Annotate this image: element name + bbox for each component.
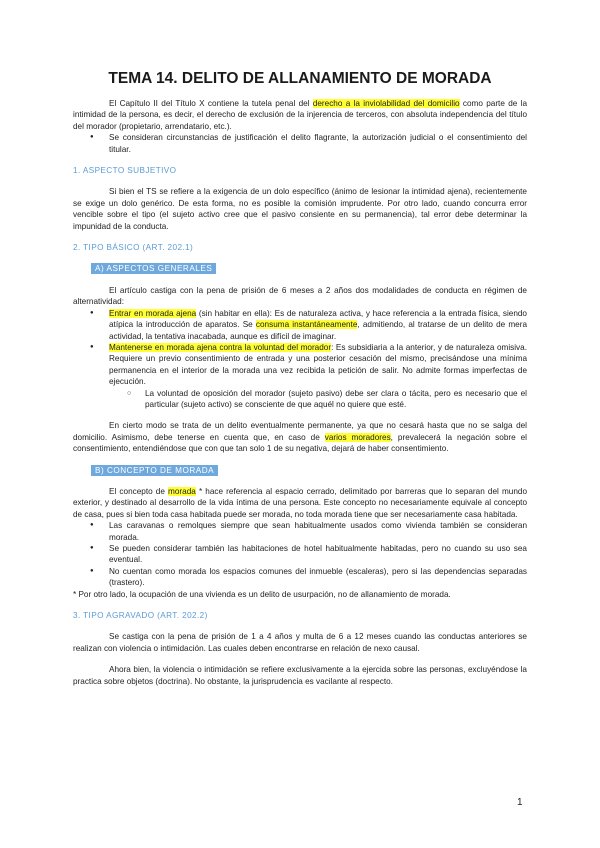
list-item: ● Se consideran circunstancias de justificación el delito flagrante, la autorización judicial o el consentimiento del titular.: [73, 132, 527, 155]
page-content: [73, 70, 527, 687]
subsection-heading-aspectos-generales: A) ASPECTOS GENERALES: [91, 263, 527, 274]
intro-text-1: El Capítulo II del Título X contiene la tutela penal del: [109, 99, 313, 108]
highlight-morada: morada: [168, 486, 196, 496]
highlight-consuma: consuma instantáneamente: [255, 320, 358, 330]
sub-bullets: [109, 388, 527, 411]
document-title: TEMA 14. DELITO DE ALLANAMIENTO DE MORADA: [108, 70, 492, 87]
page-number: 1: [517, 797, 523, 808]
tipo-agravado-paragraph-2: Ahora bien, la violencia o intimidación se refiere exclusivamente a la ejercida sobre las personas, excluyéndose la practica sobre objetos (doctrina). No obstante, la jurisprudencia es vacilante al respecto.: [73, 665, 527, 686]
concepto-morada-paragraph: El concepto de morada * hace referencia al espacio cerrado, delimitado por barreras que lo separan del mundo exterior, y destinado al desarrollo de la vida íntima de una persona. Este concepto no necesariamente equivale al concepto de casa, pues si bien toda casa habitada puede ser morada, no toda morada tiene que ser necesariamente casa habitada.: [73, 486, 527, 519]
list-item: ○ La voluntad de oposición del morador (sujeto pasivo) debe ser clara o tácita, pero es necesario que el particular (sujeto activo) se consciente de que aquél no quiere que esté.: [109, 388, 527, 411]
intro-text-2: como parte de la intimidad de la persona, es decir, el derecho de exclusión de la injerencia de terceros, con absoluta independencia del título del morador (propietario, arrendatario, etc.).: [73, 99, 527, 131]
subsection-heading-concepto-morada: B) CONCEPTO DE MORADA: [91, 465, 527, 476]
highlight-inviolabilidad: derecho a la inviolabilidad del domicilio: [312, 99, 460, 108]
highlight-mantenerse: Mantenerse en morada ajena contra la voluntad del morador: [109, 342, 332, 352]
intro-bullets: [73, 132, 527, 155]
section-heading-tipo-agravado: 3. TIPO AGRAVADO (ART. 202.2): [73, 611, 208, 621]
list-item: ● Se pueden considerar también las habitaciones de hotel habitualmente habitadas, pero no cuando su uso sea eventual.: [73, 543, 527, 566]
tipo-agravado-paragraph-1: Se castiga con la pena de prisión de 1 a 4 años y multa de 6 a 12 meses cuando las conductas anteriores se realizan con violencia o intimidación. Las cuales deben encontrarse en relación de nexo causal.: [73, 632, 527, 653]
highlight-varios-moradores: varios moradores: [324, 432, 391, 442]
list-item: ● No cuentan como morada los espacios comunes del inmueble (escaleras), pero si las dependencias separadas (trastero).: [73, 566, 527, 589]
intro-paragraph: [73, 98, 527, 132]
aspecto-subjetivo-paragraph: Si bien el TS se refiere a la exigencia de un dolo específico (ánimo de lesionar la intimidad ajena), recientemente se exige un dolo genérico. De esta forma, no es posible la comisión imprudente. Por otro lado, cuando concurra error vencible sobre el tipo (el sujeto activo cree que el pasivo consiente en su permanencia), tal error debe determinar la impunidad de la conducta.: [73, 187, 527, 231]
morada-examples-list: [73, 520, 527, 588]
section-heading-aspecto-subjetivo: 1. ASPECTO SUBJETIVO: [73, 166, 177, 176]
conduct-modalities-list: [73, 308, 527, 411]
permanente-paragraph: En cierto modo se trata de un delito eventualmente permanente, ya que no cesará hasta que no se salga del domicilio. Asimismo, debe tenerse en cuenta que, en caso de varios moradores, prevalecerá la negación sobre el consentimiento, entendiéndose que con que tan solo 1 de su negativa, dejará de haber consentimiento.: [73, 421, 528, 454]
aspectos-generales-paragraph: El artículo castiga con la pena de prisión de 6 meses a 2 años dos modalidades de conducta en régimen de alternatividad:: [73, 285, 527, 307]
highlight-entrar: Entrar en morada ajena: [109, 308, 197, 318]
section-heading-tipo-basico: 2. TIPO BÁSICO (ART. 202.1): [73, 243, 194, 253]
list-item: ● Entrar en morada ajena (sin habitar en ella): Es de naturaleza activa, y hace referencia a la entrada física, siendo atípica la introducción de aparatos. Se consuma instantáneamente, admitiendo, al tratarse de un delito de mera actividad, la tentativa inacabada, aunque es difícil de imaginar.: [73, 308, 527, 342]
list-item: ● Las caravanas o remolques siempre que sean habitualmente usados como vivienda también se consideran morada.: [73, 520, 527, 543]
list-item: ● Mantenerse en morada ajena contra la voluntad del morador: Es subsidiaria a la anterior, y de naturaleza omisiva. Requiere un previo consentimiento de entrada y una posterior cesación del mismo, precisándose una mínima permanencia en el interior de la morada una vez recibida la petición de salir. No admite formas imperfectas de ejecución. ○ La voluntad de oposición del morador (sujeto pasivo) debe ser clara o tácita, pero es necesario que el particular (sujeto activo) se consciente de que aquél no quiere que esté.: [73, 342, 527, 410]
footnote-usurpacion: * Por otro lado, la ocupación de una vivienda es un delito de usurpación, no de allanamiento de morada.: [73, 589, 451, 599]
